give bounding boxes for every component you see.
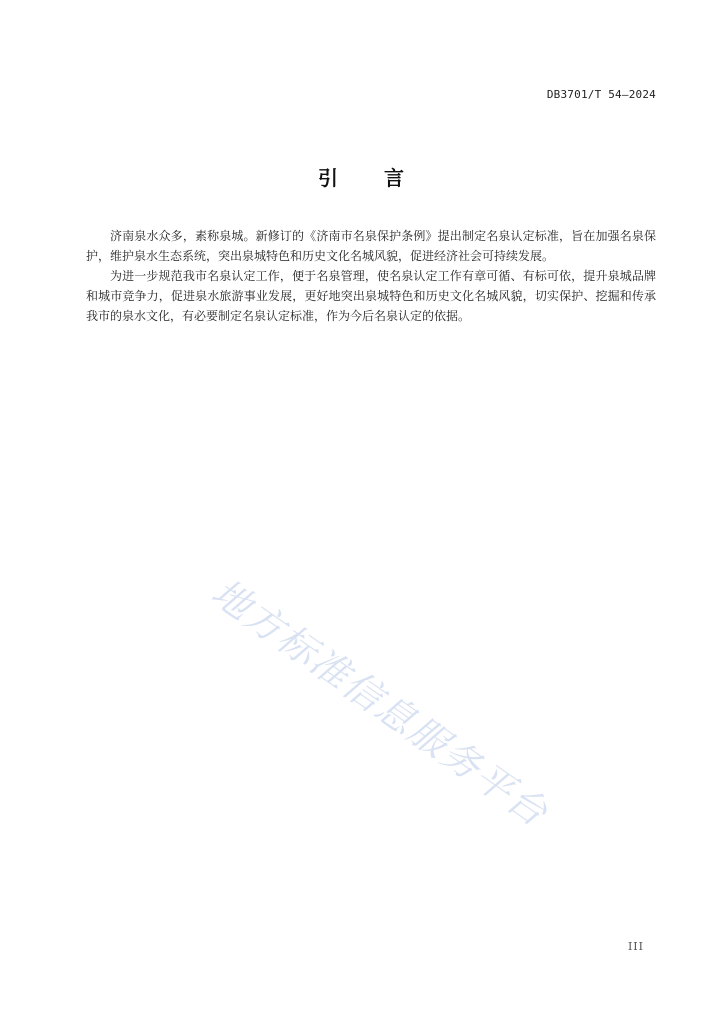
paragraph-2: 为进一步规范我市名泉认定工作，便于名泉管理，使名泉认定工作有章可循、有标可依，提升泉城品牌和城市竞争力，促进泉水旅游事业发展，更好地突出泉城特色和历史文化名城风貌，切实保护、挖掘和传承我市的泉水文化，有必要制定名泉认定标准，作为今后名泉认定的依据。	[86, 269, 656, 323]
paragraph-1: 济南泉水众多，素称泉城。新修订的《济南市名泉保护条例》提出制定名泉认定标准，旨在加强名泉保护，维护泉水生态系统，突出泉城特色和历史文化名城风貌，促进经济社会可持续发展。	[86, 229, 656, 263]
watermark: 地方标准信息服务平台	[203, 570, 557, 836]
document-code: DB3701/T 54—2024	[546, 88, 656, 101]
page-title: 引 言	[318, 166, 406, 190]
page-number: III	[627, 940, 644, 953]
body-text	[86, 226, 656, 326]
